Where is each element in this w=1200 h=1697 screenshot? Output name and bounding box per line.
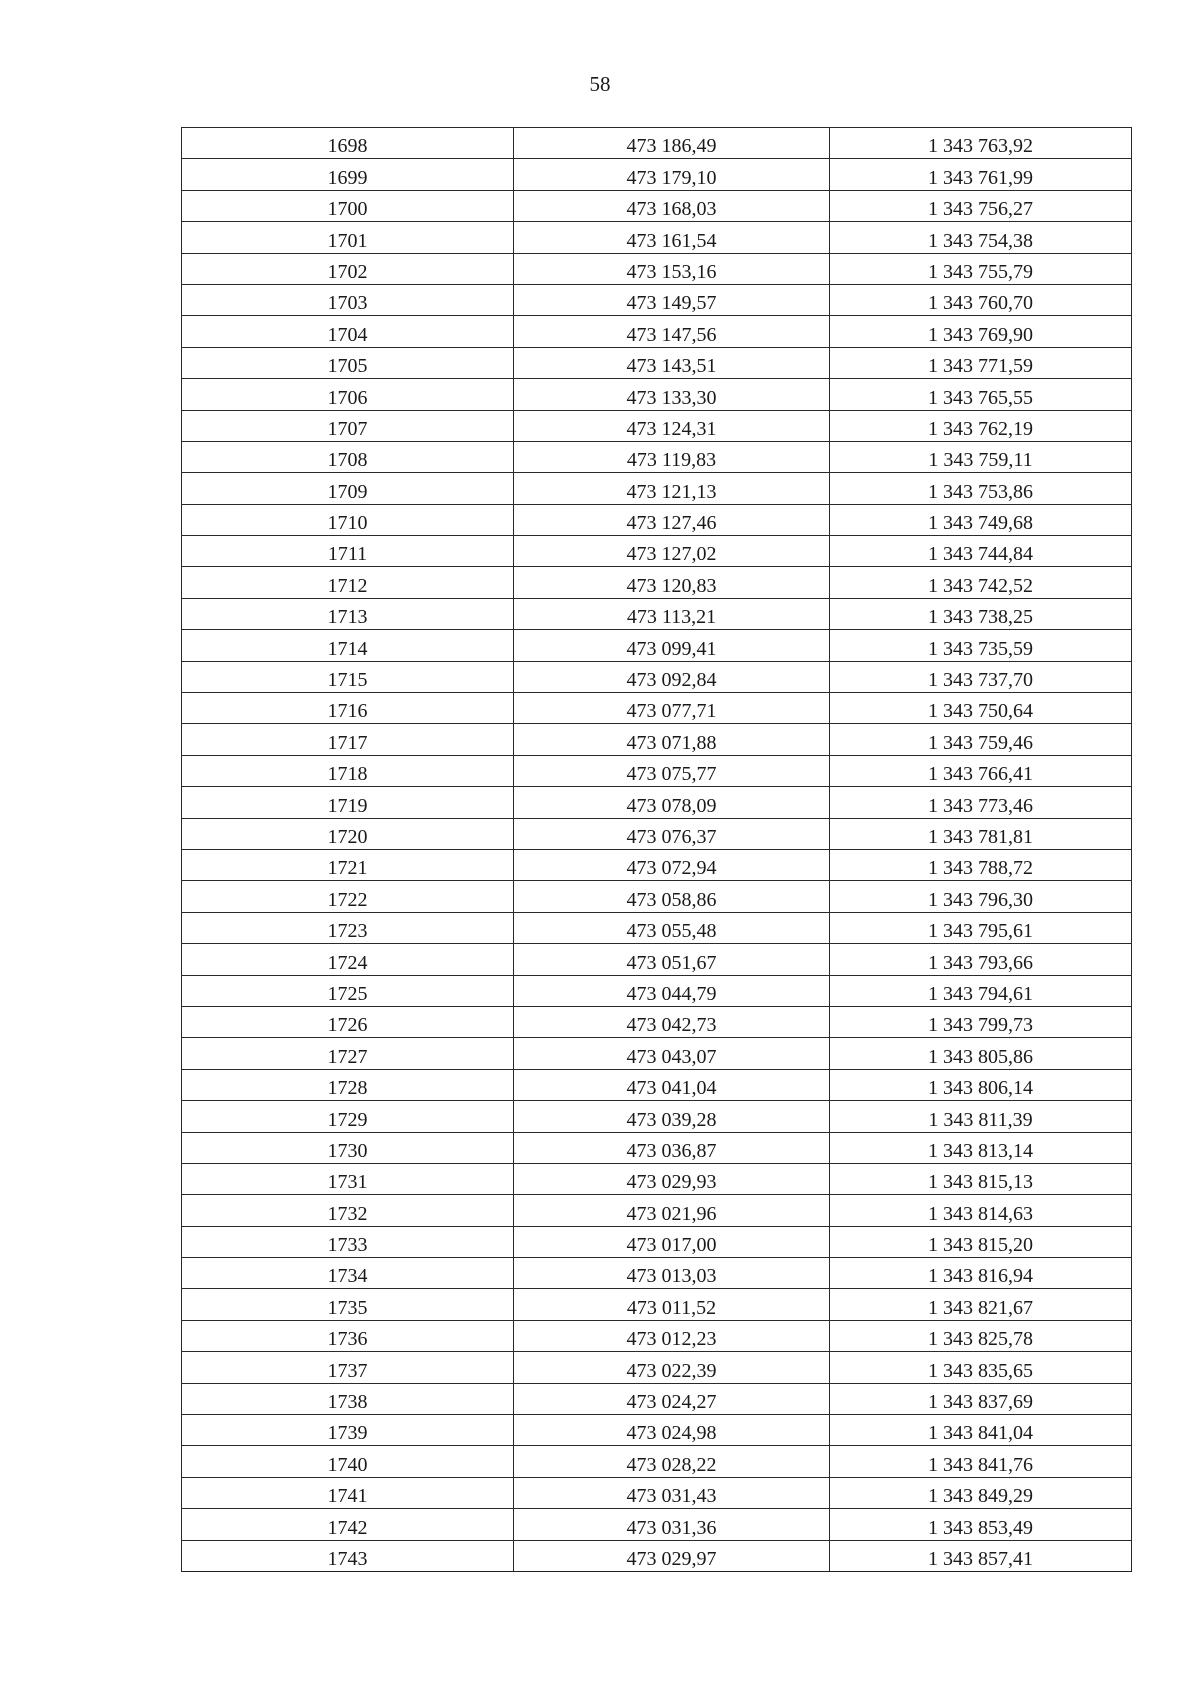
y-coordinate-cell: 1 343 762,19 xyxy=(830,410,1132,441)
y-coordinate-cell: 1 343 815,20 xyxy=(830,1226,1132,1257)
x-coordinate-cell: 473 124,31 xyxy=(514,410,830,441)
y-coordinate-cell: 1 343 837,69 xyxy=(830,1383,1132,1414)
x-coordinate-cell: 473 055,48 xyxy=(514,912,830,943)
y-coordinate-cell: 1 343 796,30 xyxy=(830,881,1132,912)
y-coordinate-cell: 1 343 753,86 xyxy=(830,473,1132,504)
y-coordinate-cell: 1 343 735,59 xyxy=(830,630,1132,661)
x-coordinate-cell: 473 127,02 xyxy=(514,536,830,567)
table-row xyxy=(182,1101,1132,1132)
x-coordinate-cell: 473 042,73 xyxy=(514,1006,830,1037)
y-coordinate-cell: 1 343 813,14 xyxy=(830,1132,1132,1163)
coordinates-table-body xyxy=(182,128,1132,1572)
y-coordinate-cell: 1 343 795,61 xyxy=(830,912,1132,943)
table-row xyxy=(182,1477,1132,1508)
table-row xyxy=(182,1069,1132,1100)
point-number-cell: 1736 xyxy=(182,1320,514,1351)
table-row xyxy=(182,849,1132,880)
x-coordinate-cell: 473 024,98 xyxy=(514,1415,830,1446)
table-row xyxy=(182,975,1132,1006)
point-number-cell: 1708 xyxy=(182,441,514,472)
table-row xyxy=(182,598,1132,629)
table-row xyxy=(182,1163,1132,1194)
x-coordinate-cell: 473 153,16 xyxy=(514,253,830,284)
point-number-cell: 1712 xyxy=(182,567,514,598)
point-number-cell: 1711 xyxy=(182,536,514,567)
table-row xyxy=(182,504,1132,535)
point-number-cell: 1704 xyxy=(182,316,514,347)
table-row xyxy=(182,1006,1132,1037)
y-coordinate-cell: 1 343 737,70 xyxy=(830,661,1132,692)
table-row xyxy=(182,693,1132,724)
table-row xyxy=(182,1352,1132,1383)
x-coordinate-cell: 473 147,56 xyxy=(514,316,830,347)
x-coordinate-cell: 473 071,88 xyxy=(514,724,830,755)
point-number-cell: 1707 xyxy=(182,410,514,441)
x-coordinate-cell: 473 075,77 xyxy=(514,755,830,786)
point-number-cell: 1699 xyxy=(182,159,514,190)
y-coordinate-cell: 1 343 744,84 xyxy=(830,536,1132,567)
point-number-cell: 1740 xyxy=(182,1446,514,1477)
y-coordinate-cell: 1 343 773,46 xyxy=(830,787,1132,818)
y-coordinate-cell: 1 343 835,65 xyxy=(830,1352,1132,1383)
y-coordinate-cell: 1 343 841,76 xyxy=(830,1446,1132,1477)
table-row xyxy=(182,787,1132,818)
table-row xyxy=(182,222,1132,253)
point-number-cell: 1709 xyxy=(182,473,514,504)
point-number-cell: 1737 xyxy=(182,1352,514,1383)
y-coordinate-cell: 1 343 742,52 xyxy=(830,567,1132,598)
y-coordinate-cell: 1 343 738,25 xyxy=(830,598,1132,629)
point-number-cell: 1721 xyxy=(182,849,514,880)
y-coordinate-cell: 1 343 814,63 xyxy=(830,1195,1132,1226)
point-number-cell: 1698 xyxy=(182,128,514,159)
y-coordinate-cell: 1 343 760,70 xyxy=(830,284,1132,315)
point-number-cell: 1722 xyxy=(182,881,514,912)
y-coordinate-cell: 1 343 771,59 xyxy=(830,347,1132,378)
table-row xyxy=(182,347,1132,378)
y-coordinate-cell: 1 343 781,81 xyxy=(830,818,1132,849)
x-coordinate-cell: 473 022,39 xyxy=(514,1352,830,1383)
y-coordinate-cell: 1 343 811,39 xyxy=(830,1101,1132,1132)
x-coordinate-cell: 473 058,86 xyxy=(514,881,830,912)
y-coordinate-cell: 1 343 825,78 xyxy=(830,1320,1132,1351)
point-number-cell: 1723 xyxy=(182,912,514,943)
table-row xyxy=(182,253,1132,284)
table-row xyxy=(182,190,1132,221)
x-coordinate-cell: 473 119,83 xyxy=(514,441,830,472)
x-coordinate-cell: 473 186,49 xyxy=(514,128,830,159)
point-number-cell: 1739 xyxy=(182,1415,514,1446)
y-coordinate-cell: 1 343 849,29 xyxy=(830,1477,1132,1508)
point-number-cell: 1706 xyxy=(182,379,514,410)
x-coordinate-cell: 473 078,09 xyxy=(514,787,830,818)
x-coordinate-cell: 473 133,30 xyxy=(514,379,830,410)
x-coordinate-cell: 473 013,03 xyxy=(514,1258,830,1289)
x-coordinate-cell: 473 099,41 xyxy=(514,630,830,661)
point-number-cell: 1718 xyxy=(182,755,514,786)
table-row xyxy=(182,630,1132,661)
point-number-cell: 1701 xyxy=(182,222,514,253)
x-coordinate-cell: 473 029,93 xyxy=(514,1163,830,1194)
point-number-cell: 1738 xyxy=(182,1383,514,1414)
y-coordinate-cell: 1 343 857,41 xyxy=(830,1540,1132,1571)
point-number-cell: 1742 xyxy=(182,1509,514,1540)
x-coordinate-cell: 473 041,04 xyxy=(514,1069,830,1100)
y-coordinate-cell: 1 343 793,66 xyxy=(830,944,1132,975)
x-coordinate-cell: 473 012,23 xyxy=(514,1320,830,1351)
table-row xyxy=(182,1383,1132,1414)
y-coordinate-cell: 1 343 799,73 xyxy=(830,1006,1132,1037)
table-row xyxy=(182,410,1132,441)
y-coordinate-cell: 1 343 759,11 xyxy=(830,441,1132,472)
table-row xyxy=(182,441,1132,472)
table-row xyxy=(182,128,1132,159)
point-number-cell: 1741 xyxy=(182,1477,514,1508)
table-row xyxy=(182,1320,1132,1351)
x-coordinate-cell: 473 121,13 xyxy=(514,473,830,504)
y-coordinate-cell: 1 343 766,41 xyxy=(830,755,1132,786)
x-coordinate-cell: 473 077,71 xyxy=(514,693,830,724)
x-coordinate-cell: 473 072,94 xyxy=(514,849,830,880)
point-number-cell: 1731 xyxy=(182,1163,514,1194)
x-coordinate-cell: 473 024,27 xyxy=(514,1383,830,1414)
point-number-cell: 1724 xyxy=(182,944,514,975)
table-row xyxy=(182,379,1132,410)
x-coordinate-cell: 473 011,52 xyxy=(514,1289,830,1320)
point-number-cell: 1729 xyxy=(182,1101,514,1132)
x-coordinate-cell: 473 127,46 xyxy=(514,504,830,535)
x-coordinate-cell: 473 028,22 xyxy=(514,1446,830,1477)
y-coordinate-cell: 1 343 759,46 xyxy=(830,724,1132,755)
point-number-cell: 1705 xyxy=(182,347,514,378)
x-coordinate-cell: 473 113,21 xyxy=(514,598,830,629)
y-coordinate-cell: 1 343 765,55 xyxy=(830,379,1132,410)
x-coordinate-cell: 473 021,96 xyxy=(514,1195,830,1226)
coordinates-table xyxy=(181,127,1132,1572)
point-number-cell: 1726 xyxy=(182,1006,514,1037)
x-coordinate-cell: 473 120,83 xyxy=(514,567,830,598)
table-row xyxy=(182,284,1132,315)
x-coordinate-cell: 473 143,51 xyxy=(514,347,830,378)
y-coordinate-cell: 1 343 816,94 xyxy=(830,1258,1132,1289)
point-number-cell: 1713 xyxy=(182,598,514,629)
point-number-cell: 1715 xyxy=(182,661,514,692)
table-row xyxy=(182,1289,1132,1320)
table-row xyxy=(182,567,1132,598)
x-coordinate-cell: 473 161,54 xyxy=(514,222,830,253)
table-row xyxy=(182,1415,1132,1446)
x-coordinate-cell: 473 031,36 xyxy=(514,1509,830,1540)
x-coordinate-cell: 473 031,43 xyxy=(514,1477,830,1508)
x-coordinate-cell: 473 051,67 xyxy=(514,944,830,975)
y-coordinate-cell: 1 343 815,13 xyxy=(830,1163,1132,1194)
table-row xyxy=(182,912,1132,943)
x-coordinate-cell: 473 036,87 xyxy=(514,1132,830,1163)
y-coordinate-cell: 1 343 754,38 xyxy=(830,222,1132,253)
point-number-cell: 1719 xyxy=(182,787,514,818)
y-coordinate-cell: 1 343 821,67 xyxy=(830,1289,1132,1320)
point-number-cell: 1716 xyxy=(182,693,514,724)
point-number-cell: 1728 xyxy=(182,1069,514,1100)
table-row xyxy=(182,944,1132,975)
point-number-cell: 1730 xyxy=(182,1132,514,1163)
point-number-cell: 1732 xyxy=(182,1195,514,1226)
table-row xyxy=(182,1258,1132,1289)
y-coordinate-cell: 1 343 763,92 xyxy=(830,128,1132,159)
point-number-cell: 1710 xyxy=(182,504,514,535)
y-coordinate-cell: 1 343 756,27 xyxy=(830,190,1132,221)
table-row xyxy=(182,316,1132,347)
y-coordinate-cell: 1 343 788,72 xyxy=(830,849,1132,880)
table-row xyxy=(182,1195,1132,1226)
y-coordinate-cell: 1 343 805,86 xyxy=(830,1038,1132,1069)
x-coordinate-cell: 473 149,57 xyxy=(514,284,830,315)
table-row xyxy=(182,1446,1132,1477)
point-number-cell: 1735 xyxy=(182,1289,514,1320)
x-coordinate-cell: 473 029,97 xyxy=(514,1540,830,1571)
y-coordinate-cell: 1 343 761,99 xyxy=(830,159,1132,190)
table-row xyxy=(182,1226,1132,1257)
y-coordinate-cell: 1 343 794,61 xyxy=(830,975,1132,1006)
y-coordinate-cell: 1 343 769,90 xyxy=(830,316,1132,347)
point-number-cell: 1720 xyxy=(182,818,514,849)
point-number-cell: 1703 xyxy=(182,284,514,315)
page-number: 58 xyxy=(589,72,611,96)
point-number-cell: 1700 xyxy=(182,190,514,221)
table-row xyxy=(182,818,1132,849)
x-coordinate-cell: 473 044,79 xyxy=(514,975,830,1006)
x-coordinate-cell: 473 043,07 xyxy=(514,1038,830,1069)
table-row xyxy=(182,1509,1132,1540)
table-row xyxy=(182,755,1132,786)
table-row xyxy=(182,473,1132,504)
point-number-cell: 1725 xyxy=(182,975,514,1006)
y-coordinate-cell: 1 343 853,49 xyxy=(830,1509,1132,1540)
point-number-cell: 1702 xyxy=(182,253,514,284)
x-coordinate-cell: 473 092,84 xyxy=(514,661,830,692)
table-row xyxy=(182,881,1132,912)
y-coordinate-cell: 1 343 755,79 xyxy=(830,253,1132,284)
x-coordinate-cell: 473 039,28 xyxy=(514,1101,830,1132)
table-row xyxy=(182,536,1132,567)
x-coordinate-cell: 473 179,10 xyxy=(514,159,830,190)
point-number-cell: 1714 xyxy=(182,630,514,661)
x-coordinate-cell: 473 168,03 xyxy=(514,190,830,221)
point-number-cell: 1734 xyxy=(182,1258,514,1289)
table-row xyxy=(182,1540,1132,1571)
x-coordinate-cell: 473 076,37 xyxy=(514,818,830,849)
y-coordinate-cell: 1 343 750,64 xyxy=(830,693,1132,724)
point-number-cell: 1717 xyxy=(182,724,514,755)
table-row xyxy=(182,159,1132,190)
table-row xyxy=(182,724,1132,755)
point-number-cell: 1727 xyxy=(182,1038,514,1069)
x-coordinate-cell: 473 017,00 xyxy=(514,1226,830,1257)
point-number-cell: 1733 xyxy=(182,1226,514,1257)
table-row xyxy=(182,1038,1132,1069)
point-number-cell: 1743 xyxy=(182,1540,514,1571)
y-coordinate-cell: 1 343 749,68 xyxy=(830,504,1132,535)
y-coordinate-cell: 1 343 806,14 xyxy=(830,1069,1132,1100)
y-coordinate-cell: 1 343 841,04 xyxy=(830,1415,1132,1446)
table-row xyxy=(182,661,1132,692)
table-row xyxy=(182,1132,1132,1163)
